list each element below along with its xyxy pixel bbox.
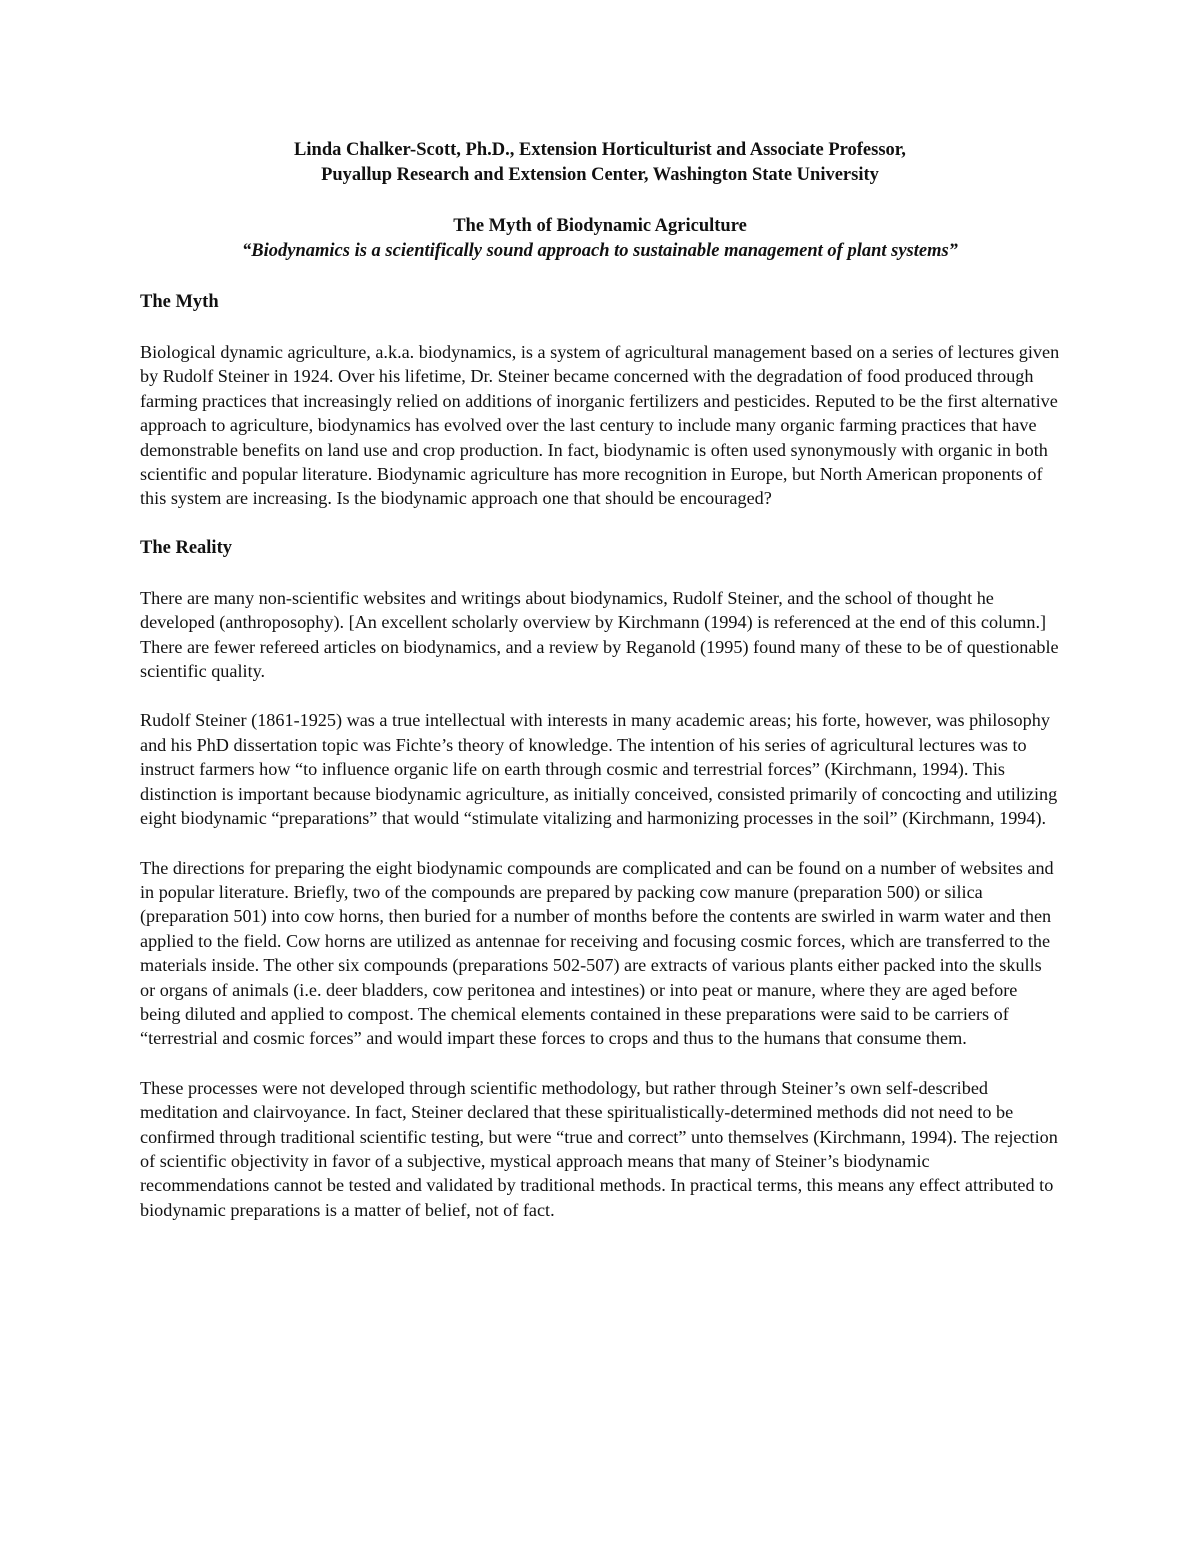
body-paragraph: The directions for preparing the eight biodynamic compounds are complicated and can be found on a number of websites and in popular literature. Briefly, two of the compounds are prepared by packing cow manure (preparation 500) or silica (preparation 501) into cow horns, then buried for a number of months before the contents are swirled in warm water and then applied to the field. Cow horns are utilized as antennae for receiving and focusing cosmic forces, which are transferred to the materials inside. The other six compounds (preparations 502-507) are extracts of various plants either packed into the skulls or organs of animals (i.e. deer bladders, cow peritonea and intestines) or into peat or manure, where they are aged before being diluted and applied to compost. The chemical elements contained in these preparations were said to be carriers of “terrestrial and cosmic forces” and would impart these forces to crops and thus to the humans that consume them. <box>140 857 1054 1049</box>
body-paragraph: Biological dynamic agriculture, a.k.a. biodynamics, is a system of agricultural management based on a series of lectures given by Rudolf Steiner in 1924. Over his lifetime, Dr. Steiner became concerned with the degradation of food produced through farming practices that increasingly relied on additions of inorganic fertilizers and pesticides. Reputed to be the first alternative approach to agriculture, biodynamics has evolved over the last century to include many organic farming practices that have demonstrable benefits on land use and crop production. In fact, biodynamic is often used synonymously with organic in both scientific and popular literature. Biodynamic agriculture has more recognition in Europe, but North American proponents of this system are increasing. Is the biodynamic approach one that should be encouraged? <box>140 342 1060 509</box>
document-subtitle: “Biodynamics is a scientifically sound approach to sustainable management of plant systems” <box>242 241 958 261</box>
section-reality <box>140 536 1060 1222</box>
author-header <box>140 138 1060 188</box>
body-paragraph: Rudolf Steiner (1861-1925) was a true intellectual with interests in many academic areas; his forte, however, was philosophy and his PhD dissertation topic was Fichte’s theory of knowledge. The intention of his series of agricultural lectures was to instruct farmers how “to influence organic life on earth through cosmic and terrestrial forces” (Kirchmann, 1994). This distinction is important because biodynamic agriculture, as initially conceived, consisted primarily of concocting and utilizing eight biodynamic “preparations” that would “stimulate vitalizing and harmonizing processes in the soil” (Kirchmann, 1994). <box>140 710 1058 829</box>
section-myth <box>140 290 1060 511</box>
body-paragraph: There are many non-scientific websites and writings about biodynamics, Rudolf Steiner, and the school of thought he developed (anthroposophy). [An excellent scholarly overview by Kirchmann (1994) is referenced at the end of this column.] There are fewer refereed articles on biodynamics, and a review by Reganold (1995) found many of these to be of questionable scientific quality. <box>140 587 1059 682</box>
section-heading: The Myth <box>140 292 219 312</box>
section-heading: The Reality <box>140 537 232 558</box>
affiliation-line: Puyallup Research and Extension Center, Washington State University <box>321 165 879 185</box>
document-title: The Myth of Biodynamic Agriculture <box>453 216 747 236</box>
author-line: Linda Chalker-Scott, Ph.D., Extension Horticulturist and Associate Professor, <box>294 140 906 160</box>
title-block <box>140 214 1060 264</box>
body-paragraph: These processes were not developed through scientific methodology, but rather through Steiner’s own self-described meditation and clairvoyance. In fact, Steiner declared that these spiritualistically-determined methods did not need to be confirmed through traditional scientific testing, but were “true and correct” unto themselves (Kirchmann, 1994). The rejection of scientific objectivity in favor of a subjective, mystical approach means that many of Steiner’s biodynamic recommendations cannot be tested and validated by traditional methods. In practical terms, this means any effect attributed to biodynamic preparations is a matter of belief, not of fact. <box>140 1077 1058 1220</box>
document-page <box>140 138 1060 1247</box>
